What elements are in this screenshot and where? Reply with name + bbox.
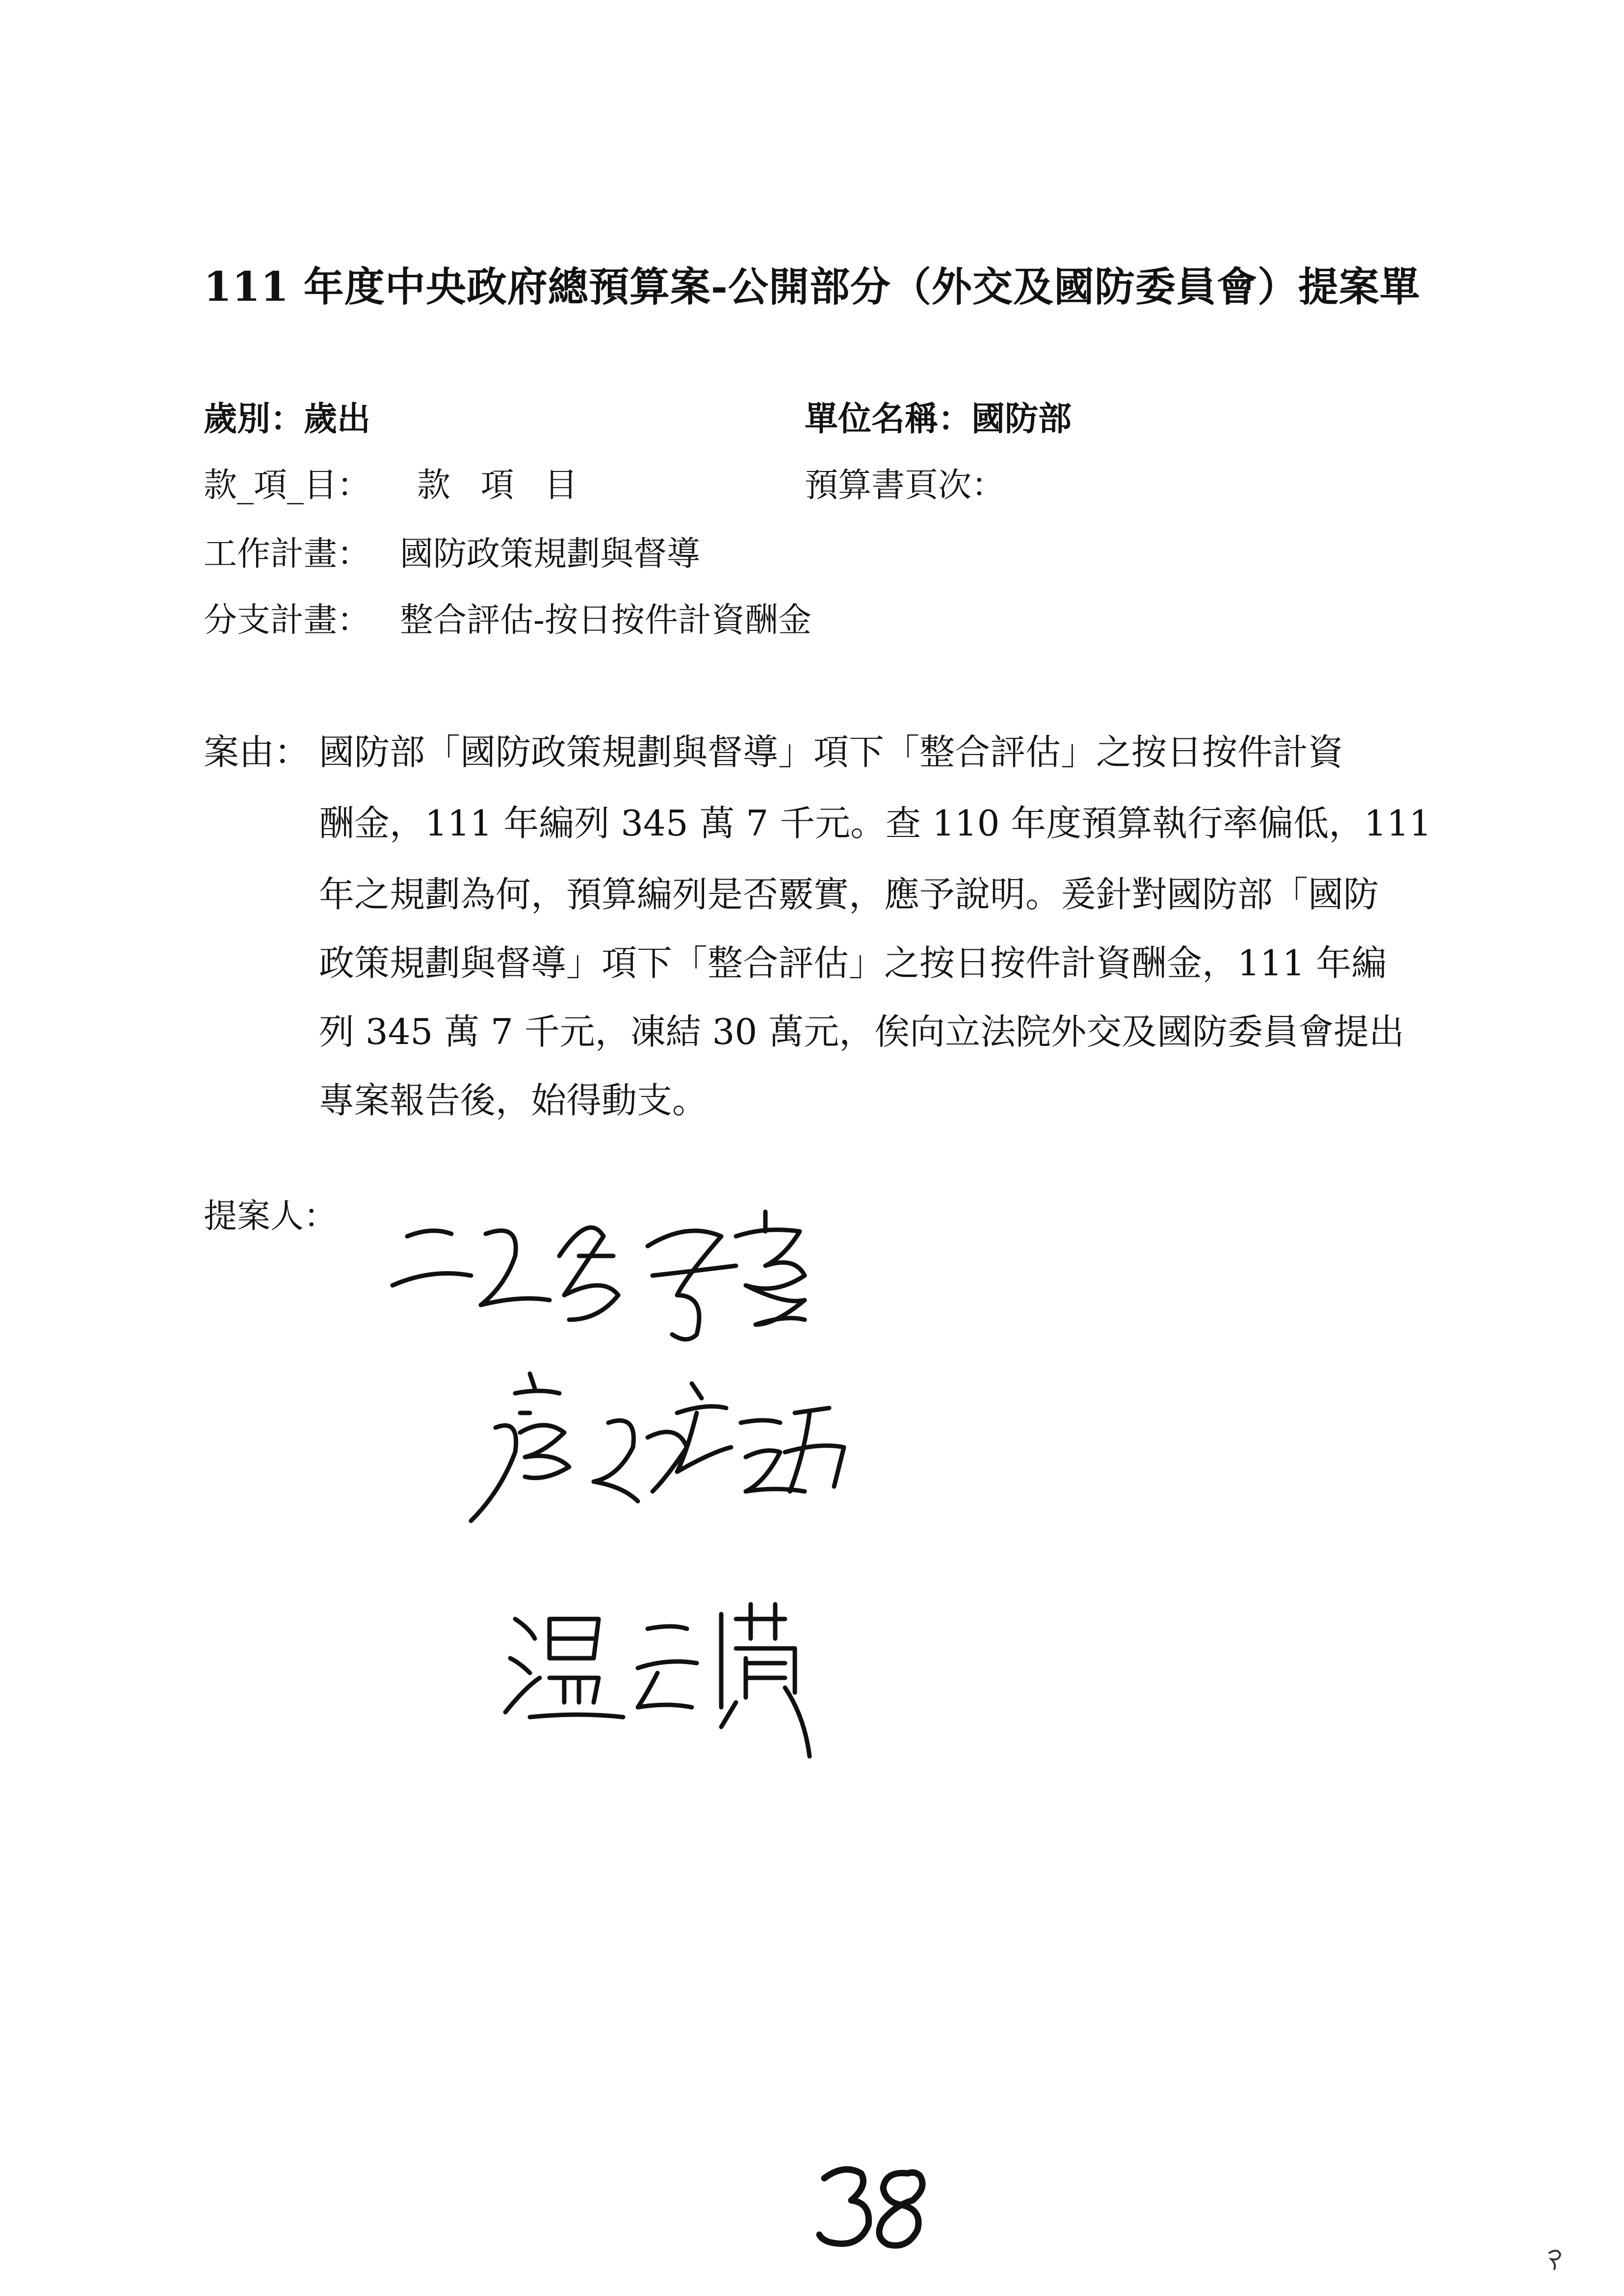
budget-page-ref: 預算書頁次： (805, 466, 1005, 505)
sub-plan-label: 分支計畫： (204, 601, 371, 640)
reason-line: 年之規劃為何，預算編列是否覈實，應予說明。爰針對國防部「國防 (319, 874, 1379, 915)
signature-1 (393, 1212, 805, 1339)
kxm-label: 款_項_目： (204, 466, 371, 505)
work-plan-label: 工作計畫： (204, 535, 371, 574)
signature-3 (505, 1604, 810, 1756)
reason-label: 案由： (204, 731, 310, 773)
reason-line: 酬金，111 年編列 345 萬 7 千元。查 110 年度預算執行率偏低，111 (319, 803, 1432, 844)
budget-category: 歲別：歲出 (204, 399, 371, 439)
kxm-value: 款 項 目 (417, 466, 578, 505)
reason-line: 國防部「國防政策規劃與督導」項下「整合評估」之按日按件計資 (319, 731, 1344, 773)
reason-line: 政策規劃與督導」項下「整合評估」之按日按件計資酬金，111 年編 (319, 942, 1387, 984)
reason-line: 列 345 萬 7 千元，凍結 30 萬元，俟向立法院外交及國防委員會提出 (319, 1011, 1405, 1052)
page-number (810, 2159, 937, 2262)
signature-2 (471, 1374, 844, 1521)
corner-mark-icon (1545, 2247, 1565, 2271)
unit-name: 單位名稱：國防部 (805, 399, 1072, 439)
sub-plan-value: 整合評估-按日按件計資酬金 (400, 601, 812, 640)
document-title: 111 年度中央政府總預算案-公開部分（外交及國防委員會）提案單 (204, 263, 1420, 311)
work-plan-value: 國防政策規劃與督導 (400, 535, 701, 574)
reason-line: 專案報告後，始得動支。 (319, 1080, 708, 1121)
proposer-label: 提案人： (204, 1197, 338, 1236)
